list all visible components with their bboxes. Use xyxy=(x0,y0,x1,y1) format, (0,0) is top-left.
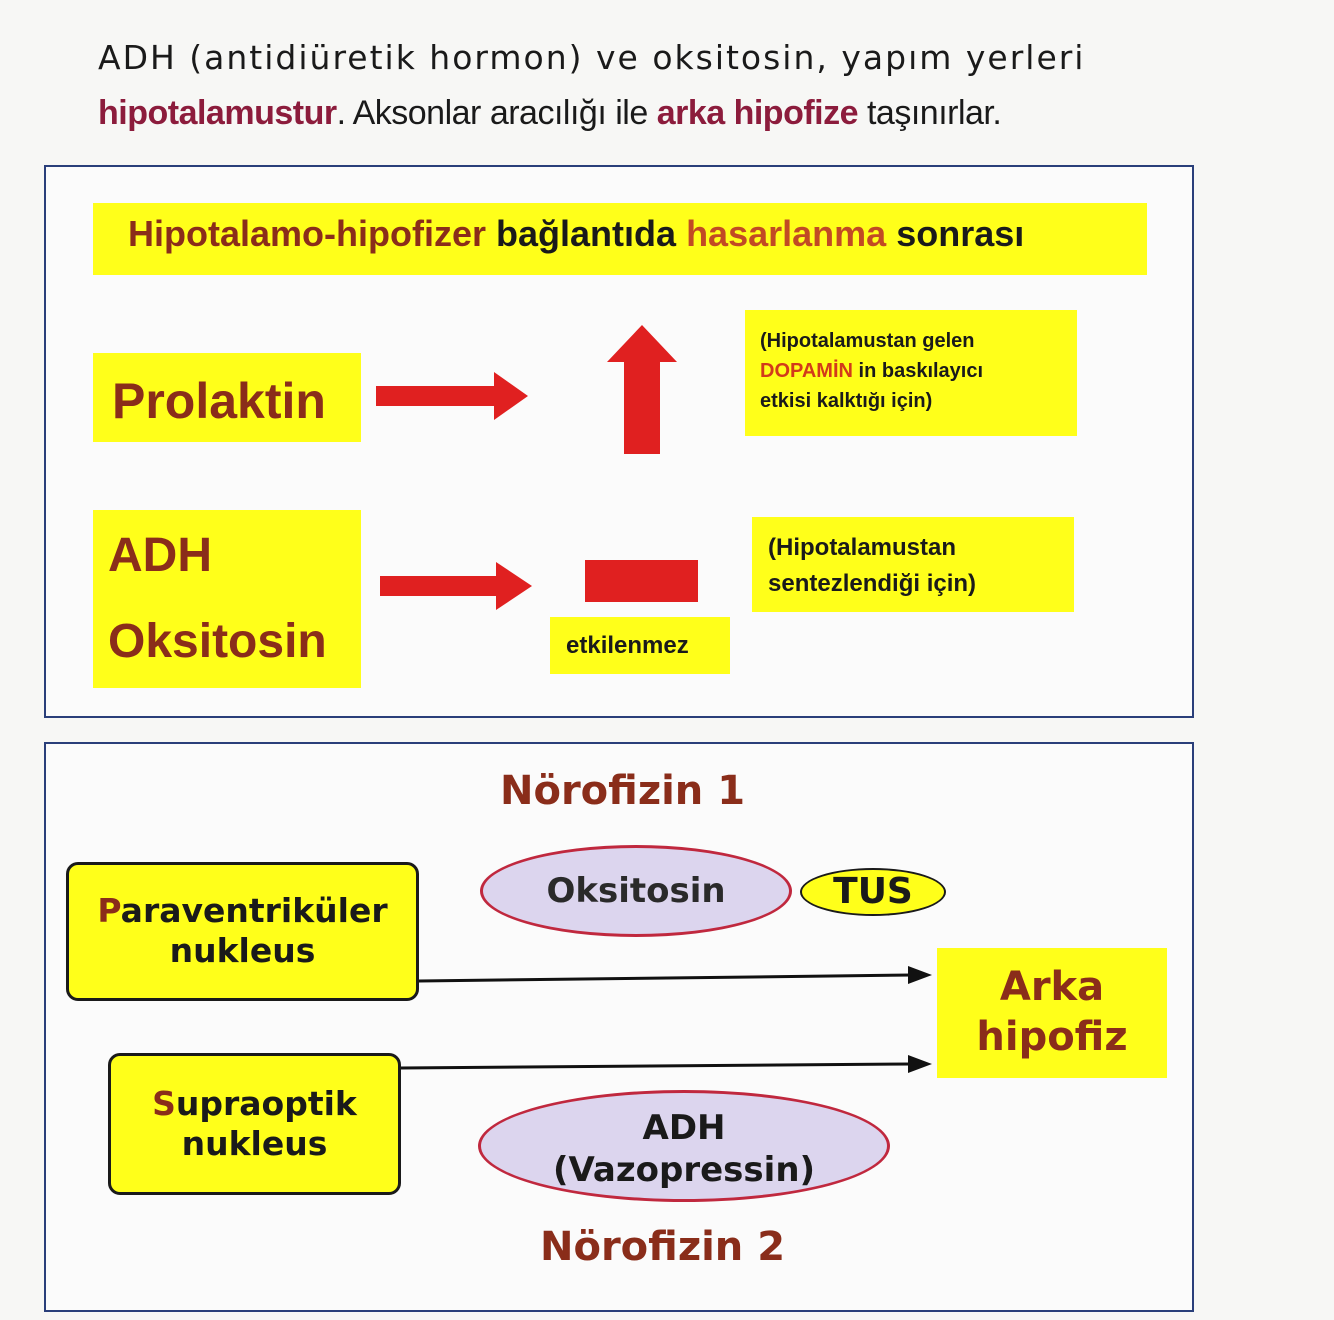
arka-hipofiz-line-2: hipofiz xyxy=(976,1014,1128,1060)
intro-arka-hipofize: arka hipofize xyxy=(656,94,859,132)
prolaktin-right-arrow-icon xyxy=(376,372,528,420)
intro-line-1: ADH (antidiüretik hormon) ve oksitosin, yapım yerleri xyxy=(98,38,1086,77)
banner-part-2: bağlantıda xyxy=(496,213,677,254)
etkilenmez-label: etkilenmez xyxy=(566,632,689,659)
prolaktin-note-line-3: etkisi kalktığı için) xyxy=(760,390,933,412)
oksitosin-label: Oksitosin xyxy=(108,615,327,668)
adh-oval-line-2: (Vazopressin) xyxy=(552,1150,816,1190)
supraoptik-initial: S xyxy=(152,1084,176,1123)
adh-note-line-2: sentezlendiği için) xyxy=(768,570,977,597)
oksitosin-oval: Oksitosin xyxy=(480,845,792,937)
adh-label: ADH xyxy=(108,529,212,582)
prolaktin-label: Prolaktin xyxy=(112,373,326,429)
paraventrikuler-rest: araventriküler xyxy=(120,891,388,930)
norofizin-1-label: Nörofizin 1 xyxy=(500,768,746,814)
intro-mid-text: . Aksonlar aracılığı ile xyxy=(336,94,657,132)
increase-up-arrow-icon xyxy=(607,325,677,454)
paraventrikuler-line-2: nukleus xyxy=(169,931,316,970)
adh-note-line-1: (Hipotalamustan xyxy=(768,534,957,561)
tus-badge: TUS xyxy=(800,868,946,916)
supraoptik-rest: upraoptik xyxy=(175,1084,357,1123)
supraoptik-line-2: nukleus xyxy=(181,1124,328,1163)
paraventrikuler-initial: P xyxy=(97,891,121,930)
adh-oval-line-1: ADH xyxy=(642,1108,726,1148)
banner-part-4: sonrası xyxy=(896,213,1025,254)
intro-end-text: taşınırlar. xyxy=(858,94,1002,132)
intro-hipotalamus: hipotalamustur xyxy=(98,94,337,132)
supraoptik-arrow-icon xyxy=(401,1055,932,1073)
adh-right-arrow-icon xyxy=(380,562,532,610)
banner-part-3: hasarlanma xyxy=(686,213,887,254)
banner-part-1: Hipotalamo-hipofizer xyxy=(128,213,486,254)
prolaktin-note-line-2-rest: in baskılayıcı xyxy=(852,360,984,382)
prolaktin-note-line-1: (Hipotalamustan gelen xyxy=(760,330,975,352)
dopamin-label: DOPAMİN xyxy=(760,360,853,382)
arka-hipofiz-line-1: Arka xyxy=(999,964,1105,1010)
norofizin-2-label: Nörofizin 2 xyxy=(540,1224,786,1270)
paraventrikuler-arrow-icon xyxy=(419,966,932,984)
